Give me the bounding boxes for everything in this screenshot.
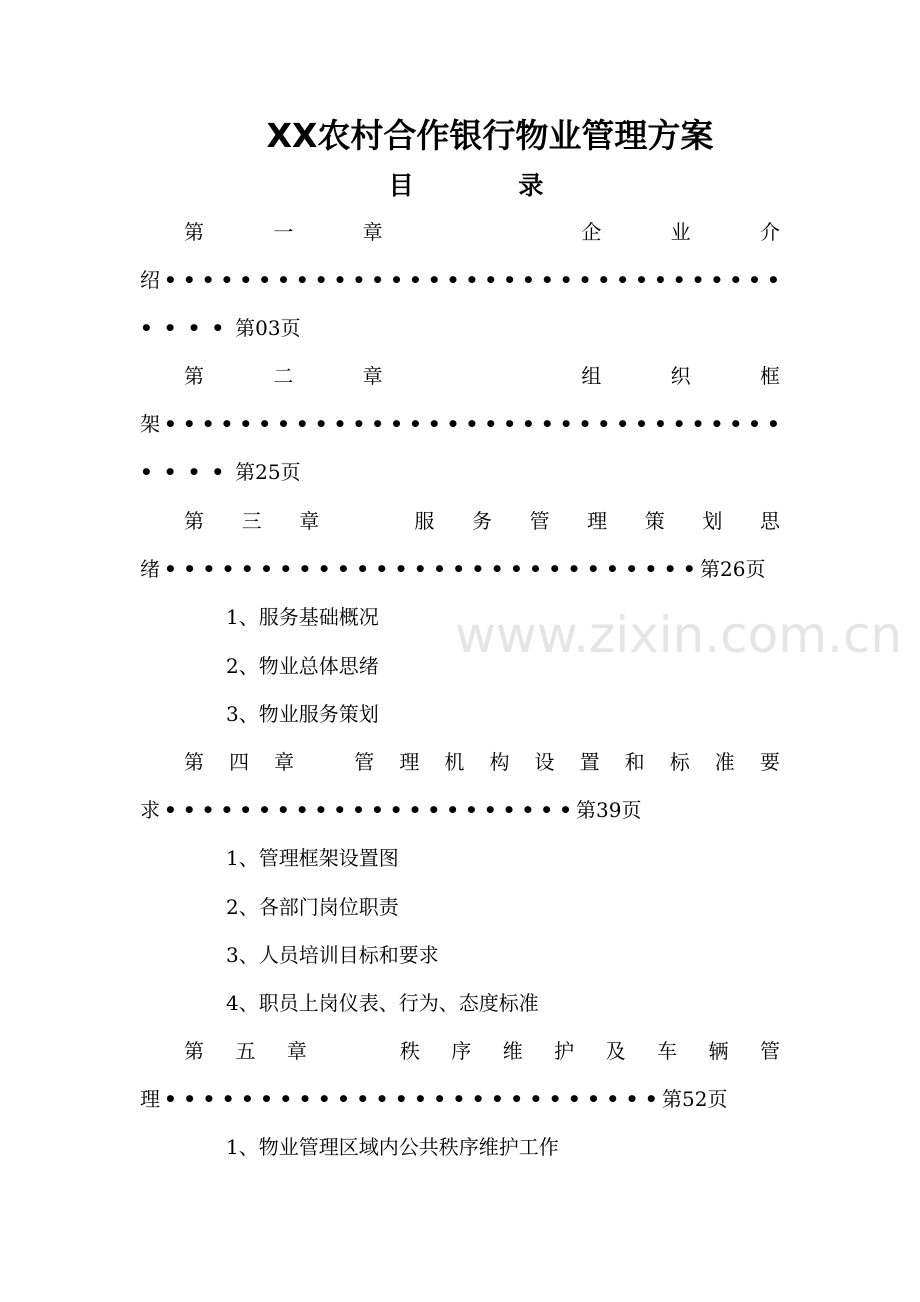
toc-char: 辆 bbox=[708, 1039, 729, 1063]
toc-char: 构 bbox=[489, 750, 510, 774]
toc-page-ref: 第26页 bbox=[700, 557, 766, 581]
toc-char: 三 bbox=[241, 509, 262, 533]
toc-heading: 目 录 bbox=[388, 171, 592, 200]
toc-char: 章 bbox=[274, 750, 295, 774]
toc-char: 第 bbox=[184, 220, 204, 244]
toc-char: 框 bbox=[759, 364, 780, 388]
toc-lead-char: 绪 bbox=[140, 557, 160, 581]
toc-chapter-3-leader bbox=[140, 545, 780, 593]
toc-item: 4、职员上岗仪表、行为、态度标准 bbox=[226, 991, 539, 1015]
toc-item: 3、人员培训目标和要求 bbox=[226, 943, 439, 967]
toc-char: 第 bbox=[184, 364, 204, 388]
toc-chapter-5-title bbox=[140, 1027, 780, 1075]
toc-item: 1、服务基础概况 bbox=[226, 605, 379, 629]
toc-char: 秩 bbox=[399, 1039, 420, 1063]
toc-char: 二 bbox=[273, 364, 294, 388]
toc-char: 准 bbox=[714, 750, 735, 774]
toc-chapter-1-title bbox=[140, 208, 780, 256]
toc-item: 2、物业总体思绪 bbox=[226, 654, 379, 678]
toc-page-ref: 第03页 bbox=[235, 316, 301, 340]
toc-char: 第 bbox=[184, 509, 204, 533]
toc-char: 章 bbox=[286, 1039, 307, 1063]
toc-char: 管 bbox=[759, 1039, 780, 1063]
toc-char: 管 bbox=[354, 750, 375, 774]
toc-char: 章 bbox=[362, 364, 383, 388]
toc-lead-char: 绍 bbox=[140, 268, 160, 292]
toc-char: 第 bbox=[184, 750, 204, 774]
toc-char: 要 bbox=[759, 750, 780, 774]
toc-page-ref: 第52页 bbox=[662, 1087, 728, 1111]
toc-char: 和 bbox=[624, 750, 645, 774]
toc-chapter-2-page: ••••第25页 bbox=[140, 460, 301, 484]
toc-item: 1、物业管理区域内公共秩序维护工作 bbox=[226, 1135, 559, 1159]
toc-chapter-5-leader bbox=[140, 1075, 780, 1123]
toc-char: 策 bbox=[644, 509, 665, 533]
toc-char: 一 bbox=[273, 220, 294, 244]
toc-lead-char: 求 bbox=[140, 798, 160, 822]
toc-item: 3、物业服务策划 bbox=[226, 702, 379, 726]
toc-char: 企 bbox=[581, 220, 602, 244]
toc-chapter-2-title bbox=[140, 352, 780, 400]
toc-char: 思 bbox=[759, 509, 780, 533]
toc-char: 组 bbox=[581, 364, 602, 388]
toc-char: 车 bbox=[657, 1039, 678, 1063]
toc-char: 及 bbox=[605, 1039, 626, 1063]
toc-char: 务 bbox=[471, 509, 492, 533]
dot-leader: • • • • • • • • • • • • • • • • • • • • • • • • • • bbox=[164, 1087, 658, 1111]
toc-char: 业 bbox=[670, 220, 691, 244]
dot-leader: • • • • • • • • • • • • • • • • • • • • • • bbox=[164, 798, 572, 822]
toc-char: 四 bbox=[229, 750, 250, 774]
toc-char: 管 bbox=[529, 509, 550, 533]
toc-char: 第 bbox=[184, 1039, 204, 1063]
toc-char: 划 bbox=[702, 509, 723, 533]
toc-char: 理 bbox=[587, 509, 608, 533]
toc-char: 理 bbox=[399, 750, 420, 774]
toc-chapter-2-leader bbox=[140, 400, 780, 448]
toc-chapter-3-title bbox=[140, 497, 780, 545]
toc-char: 织 bbox=[670, 364, 691, 388]
toc-char: 机 bbox=[444, 750, 465, 774]
toc-char: 介 bbox=[759, 220, 780, 244]
toc-page-ref: 第25页 bbox=[235, 460, 301, 484]
toc-chapter-1-page: ••••第03页 bbox=[140, 316, 301, 340]
toc-char: 章 bbox=[362, 220, 383, 244]
toc-page-ref: 第39页 bbox=[576, 798, 642, 822]
toc-char: 设 bbox=[534, 750, 555, 774]
toc-lead-char: 理 bbox=[140, 1087, 160, 1111]
dot-leader: • • • • • • • • • • • • • • • • • • • • • • • • • • • • • • • • • bbox=[164, 268, 780, 292]
toc-item: 1、管理框架设置图 bbox=[226, 846, 399, 870]
toc-chapter-1-leader bbox=[140, 256, 780, 304]
toc-char: 服 bbox=[414, 509, 435, 533]
toc-chapter-4-leader bbox=[140, 786, 780, 834]
toc-lead-char: 架 bbox=[140, 412, 160, 436]
watermark-text: www.zixin.com.cn bbox=[455, 606, 903, 664]
document-title: XX农村合作银行物业管理方案 bbox=[266, 116, 714, 155]
toc-char: 护 bbox=[554, 1039, 575, 1063]
toc-char: 序 bbox=[451, 1039, 472, 1063]
toc-char: 标 bbox=[669, 750, 690, 774]
dot-leader: • • • • • • • • • • • • • • • • • • • • • • • • • • • • bbox=[164, 557, 696, 581]
toc-char: 五 bbox=[235, 1039, 256, 1063]
dot-leader: • • • • • • • • • • • • • • • • • • • • • • • • • • • • • • • • • bbox=[164, 412, 780, 436]
toc-char: 章 bbox=[299, 509, 320, 533]
toc-char: 置 bbox=[579, 750, 600, 774]
toc-item: 2、各部门岗位职责 bbox=[226, 895, 399, 919]
toc-char: 维 bbox=[502, 1039, 523, 1063]
toc-chapter-4-title bbox=[140, 738, 780, 786]
